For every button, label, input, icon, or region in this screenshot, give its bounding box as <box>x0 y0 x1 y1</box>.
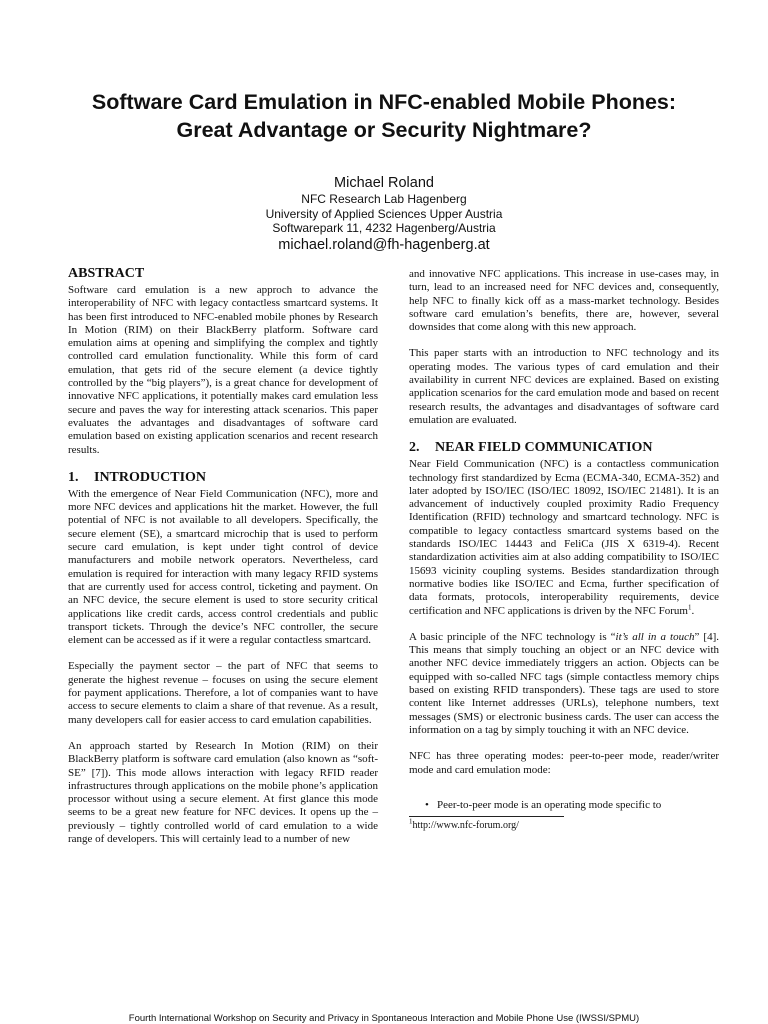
section-2-number: 2. <box>409 440 420 456</box>
footnote-mark: 1 <box>409 817 413 826</box>
nfc-paragraph-2-quote: it’s all in a touch <box>615 630 695 643</box>
intro-paragraph-5: This paper starts with an introduction to NFC technology and its operating modes. The various types of card emulation and their availability in current NFC devices are explained. Based on existing application scenarios for the card emulation mode and based on recent research results, the advantages and disadvantages of software card emulation are evaluated. <box>409 347 719 426</box>
bullet-text: Peer-to-peer mode is an operating mode specific to <box>437 798 662 811</box>
footnote-ref[interactable]: 1 <box>687 602 692 611</box>
intro-paragraph-2: Especially the payment sector – the part of NFC that seems to generate the highest revenue – focuses on using the secure element for payment applications. Therefore, a lot of companies want to have access to secure elements to claim a share of that revenue. As a result, many developers call for easier access to card emulation capabilities. <box>68 660 378 726</box>
section-1-heading <box>68 470 378 486</box>
section-1-number: 1. <box>68 469 79 485</box>
nfc-paragraph-2 <box>409 631 719 737</box>
abstract-text: Software card emulation is a new approch to advance the interoperability of NFC with legacy contactless smartcard systems. It has been first introduced to NFC-enabled mobile phones by Research In Motion (RIM) on their BlackBerry platform. Software card emulation aims at opening and simplifying the complex and tightly controlled card emulation functionality. While this form of card emulation, that gets rid of the secure element (a device tightly controlled by the “big players”), is a great chance for development of innovative NFC applications, it potentially makes card emulation less secure and paves the way for interesting attack scenarios. This paper evaluates the advantages and disadvantages of software card emulation based on existing application scenarios and recent research results. <box>68 284 378 456</box>
footnote-url[interactable]: http://www.nfc-forum.org/ <box>412 820 519 832</box>
right-column <box>409 268 719 832</box>
bullet-peer-to-peer <box>409 799 719 812</box>
bullet-icon: • <box>425 798 429 811</box>
nfc-paragraph-3: NFC has three operating modes: peer-to-peer mode, reader/writer mode and card emulation mode: <box>409 750 719 776</box>
author-address: Softwarepark 11, 4232 Hagenberg/Austria <box>272 221 496 235</box>
nfc-paragraph-2-rest: ” [4]. This means that simply touching an object or an NFC device with another NFC device immediately triggers an action. Objects can be equipped with so-called NFC tags (simple contactless memory chips based on existing RFID transponders). These tags are used to store content like Internet addresses (URLs), telephone numbers, text messages (SMS) or electronic business cards. The user can access the information on a tag by simply touching it with an NFC device. <box>409 630 719 736</box>
section-2-heading <box>409 440 719 456</box>
intro-paragraph-3: An approach started by Research In Motion (RIM) on their BlackBerry platform is software card emulation (also known as “soft-SE” [7]). This mode allows interaction with legacy RFID reader infrastructures through applications on the mobile phone’s application processor without using a secure element. At first glance this mode seems to be a great new feature for NFC devices. It opens up the – previously – tightly controlled world of card emulation to a wide range of developers. This will certainly lead to a number of new <box>68 739 378 845</box>
intro-paragraph-1: With the emergence of Near Field Communication (NFC), more and more NFC devices and applications hit the market. However, the full potential of NFC is not available to all developers. Specifically, the secure element (SE), a smartcard microchip that is used to perform secure card emulation, is kept under tight control of device manufacturers and mobile network operators. Nevertheless, card emulation is required for interaction with many legacy RFID systems that are currently used for access control, ticketing and payment. On an NFC device, the secure element is used to store security critical applications like credit cards, access control credentials and public transport tickets. Through the device’s NFC controller, the secure element can be accessed as if it were a regular contactless smartcard. <box>68 487 378 647</box>
intro-paragraph-4: and innovative NFC applications. This increase in use-cases may, in turn, lead to an increased need for NFC devices and, consequently, help NFC to finally kick off as a mass-market technology. Besides software card emulation’s benefits, there are, however, several downsides that come along with this new approach. <box>409 268 719 334</box>
author-affiliation-university: University of Applied Sciences Upper Austria <box>265 206 503 221</box>
author-name: Michael Roland <box>334 175 434 191</box>
page-footer: Fourth International Workshop on Security and Privacy in Spontaneous Interaction and Mobile Phone Use (IWSSI/SPMU) <box>128 1013 640 1024</box>
title-line-1: Software Card Emulation in NFC-enabled Mobile Phones: <box>91 90 677 114</box>
section-1-title: INTRODUCTION <box>94 469 207 485</box>
nfc-paragraph-1-text: Near Field Communication (NFC) is a contactless communication technology first standardized by Ecma (ECMA-340, ECMA-352) and later adopted by ISO/IEC (ISO/IEC 18092, ISO/IEC 21481). It is an advancement of inductively coupled proximity Radio Frequency Identification (RFID) technology and smartcard technology. NFC is compatible to legacy contactless smartcard systems based on the standards ISO/IEC 14443 and FeliCa (JIS X 6319-4). Recent standardization activities aim at also adding compatibility to ISO/IEC 15693 vicinity coupling systems. Besides standardization through normative bodies like ISO/IEC and Ecma, further specification of data formats, protocols, interoperability requirements, device certification and NFC applications is driven by the NFC Forum <box>409 458 719 617</box>
author-block <box>40 174 728 254</box>
nfc-paragraph-1-end: . <box>691 604 695 617</box>
left-column <box>68 266 378 859</box>
nfc-paragraph-2-start: A basic principle of the NFC technology is “ <box>409 630 616 643</box>
section-2-title: NEAR FIELD COMMUNICATION <box>435 440 653 456</box>
author-affiliation-lab: NFC Research Lab Hagenberg <box>301 192 467 206</box>
footnote <box>409 819 719 832</box>
title-line-2: Great Advantage or Security Nightmare? <box>176 118 592 142</box>
author-email[interactable]: michael.roland@fh-hagenberg.at <box>278 236 490 253</box>
nfc-paragraph-1 <box>409 458 719 618</box>
abstract-heading: ABSTRACT <box>68 266 145 281</box>
footnote-divider <box>409 816 564 817</box>
paper-title <box>40 88 728 144</box>
